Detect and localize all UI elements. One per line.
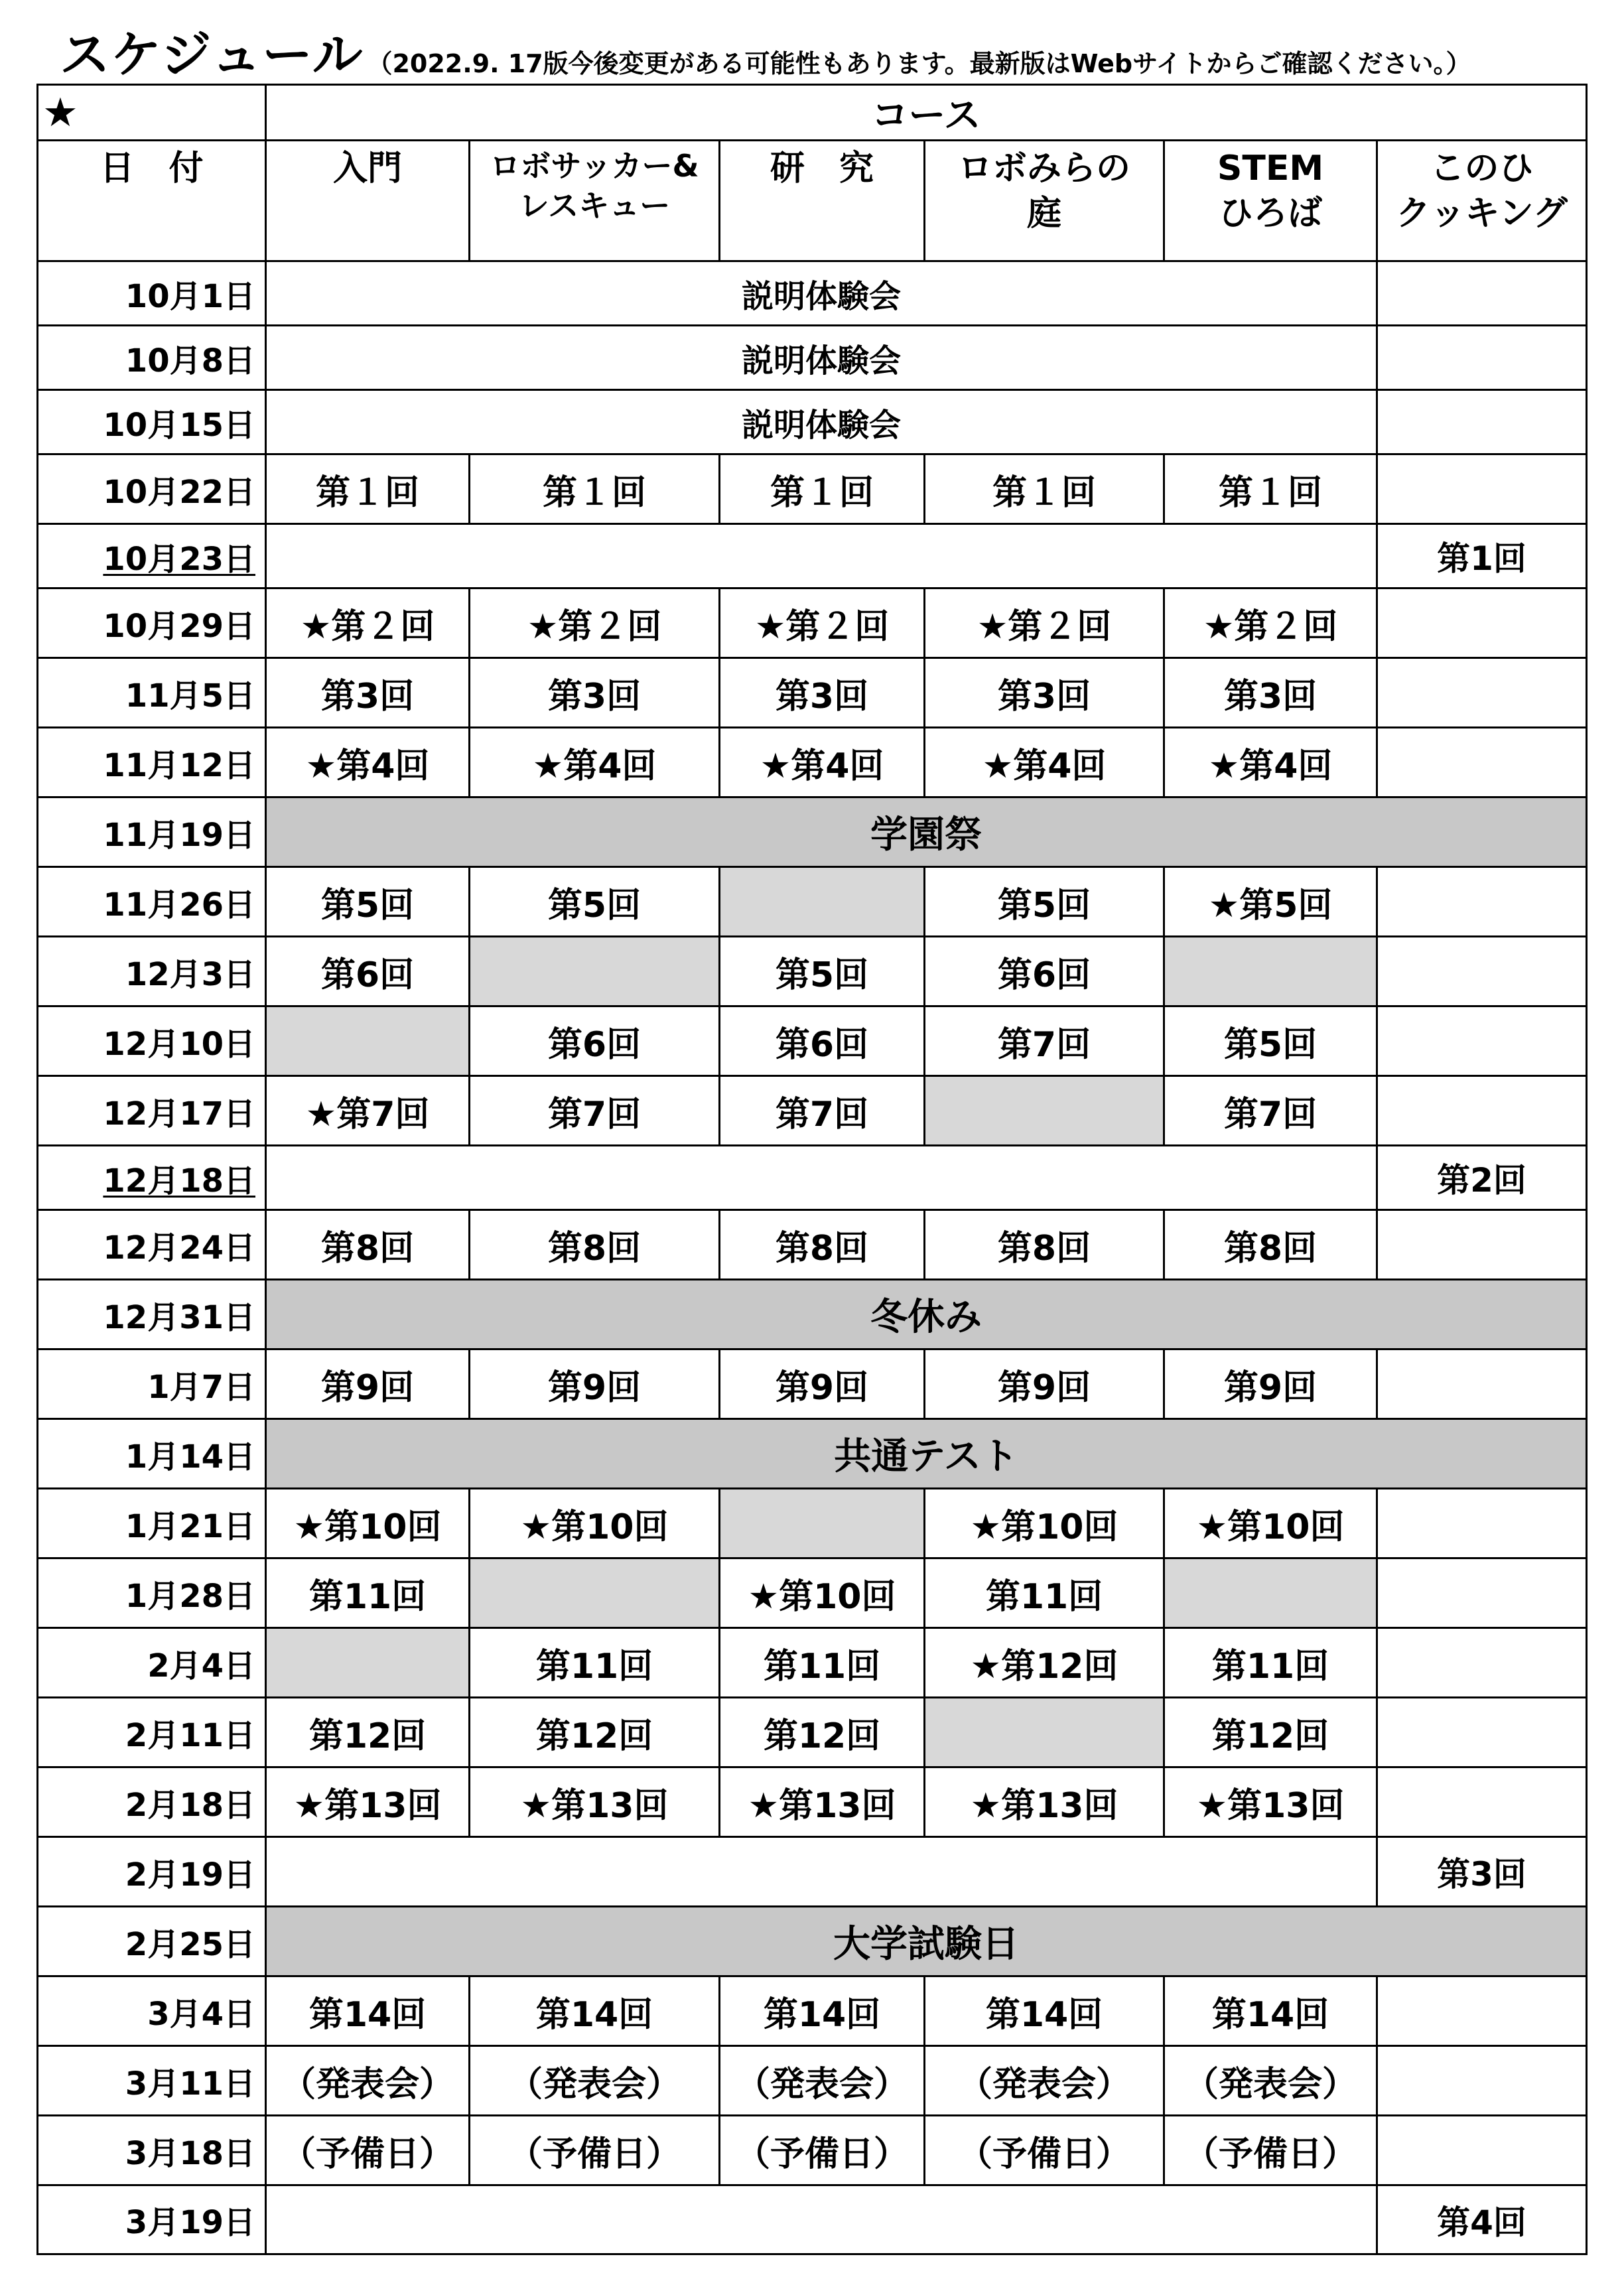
event-cell: 説明体験会	[266, 390, 1377, 454]
column-header-cooking: このひ クッキング	[1377, 141, 1587, 261]
date-cell: 3月18日	[38, 2116, 266, 2185]
session-cell: ★第10回	[470, 1489, 720, 1558]
session-cell: 第１回	[925, 454, 1164, 524]
session-cell: 第14回	[1164, 1976, 1377, 2046]
session-cell: （予備日）	[925, 2116, 1164, 2185]
date-cell: 11月19日	[38, 797, 266, 867]
schedule-row	[38, 1558, 1587, 1628]
session-cell: （予備日）	[470, 2116, 720, 2185]
date-cell: 11月26日	[38, 867, 266, 937]
session-cell: ★第13回	[1164, 1767, 1377, 1837]
session-cell: ★第２回	[720, 588, 925, 658]
course-header: コース	[266, 85, 1587, 141]
session-cell: ★第10回	[925, 1489, 1164, 1558]
date-cell: 3月19日	[38, 2185, 266, 2254]
schedule-table	[36, 84, 1588, 2255]
schedule-row	[38, 1076, 1587, 1146]
blank-span-cell	[266, 1837, 1377, 1907]
session-cell: 第5回	[925, 867, 1164, 937]
session-cell: ★第4回	[720, 728, 925, 797]
cooking-cell	[1377, 326, 1587, 390]
session-cell: ★第10回	[266, 1489, 470, 1558]
session-cell: 第9回	[266, 1349, 470, 1419]
header-row-columns	[38, 141, 1587, 261]
column-header-robomirai: ロボみらの 庭	[925, 141, 1164, 261]
schedule-row	[38, 1419, 1587, 1489]
schedule-row	[38, 867, 1587, 937]
cooking-cell	[1377, 1558, 1587, 1628]
schedule-row	[38, 2046, 1587, 2116]
cooking-cell	[1377, 1628, 1587, 1698]
session-cell: 第１回	[470, 454, 720, 524]
header-row-top	[38, 85, 1587, 141]
date-cell: 2月19日	[38, 1837, 266, 1907]
blank-span-cell	[266, 2185, 1377, 2254]
session-cell: 第11回	[266, 1558, 470, 1628]
column-header-robosoccer: ロボサッカー& レスキュー	[470, 141, 720, 261]
date-cell: 3月4日	[38, 1976, 266, 2046]
session-cell: ★第２回	[266, 588, 470, 658]
cooking-cell	[1377, 1076, 1587, 1146]
schedule-row	[38, 1837, 1587, 1907]
session-cell: ★第２回	[925, 588, 1164, 658]
session-cell: ★第13回	[720, 1767, 925, 1837]
date-cell: 1月14日	[38, 1419, 266, 1489]
column-header-stem: STEM ひろば	[1164, 141, 1377, 261]
star-marker-icon: ★	[38, 85, 266, 141]
date-cell: 12月24日	[38, 1210, 266, 1280]
session-cell: 第１回	[1164, 454, 1377, 524]
schedule-row	[38, 1006, 1587, 1076]
session-cell: 第１回	[266, 454, 470, 524]
session-cell: ★第12回	[925, 1628, 1164, 1698]
session-cell: ★第7回	[266, 1076, 470, 1146]
date-cell: 10月23日	[38, 524, 266, 588]
date-cell: 3月11日	[38, 2046, 266, 2116]
session-cell: 第8回	[720, 1210, 925, 1280]
no-class-cell	[470, 937, 720, 1006]
date-cell: 12月10日	[38, 1006, 266, 1076]
no-class-cell	[720, 867, 925, 937]
session-cell: （発表会）	[266, 2046, 470, 2116]
no-class-cell	[1164, 1558, 1377, 1628]
cooking-cell	[1377, 937, 1587, 1006]
date-cell: 2月11日	[38, 1698, 266, 1767]
session-cell: 第１回	[720, 454, 925, 524]
session-cell: 第8回	[266, 1210, 470, 1280]
session-cell: 第6回	[266, 937, 470, 1006]
event-cell: 説明体験会	[266, 261, 1377, 326]
cooking-cell	[1377, 728, 1587, 797]
session-cell: 第3回	[925, 658, 1164, 728]
session-cell: 第12回	[1164, 1698, 1377, 1767]
session-cell: 第8回	[1164, 1210, 1377, 1280]
date-cell: 10月15日	[38, 390, 266, 454]
schedule-row	[38, 1628, 1587, 1698]
cooking-cell	[1377, 867, 1587, 937]
session-cell: 第11回	[470, 1628, 720, 1698]
cooking-cell	[1377, 2046, 1587, 2116]
session-cell: 第9回	[925, 1349, 1164, 1419]
session-cell: 第14回	[720, 1976, 925, 2046]
session-cell: ★第4回	[470, 728, 720, 797]
session-cell: 第6回	[720, 1006, 925, 1076]
session-cell: 第3回	[266, 658, 470, 728]
session-cell: 第6回	[925, 937, 1164, 1006]
no-class-cell	[470, 1558, 720, 1628]
schedule-row	[38, 2185, 1587, 2254]
version-note: （2022.9. 17版今後変更がある可能性もあります。最新版はWebサイトからご確認ください。）	[367, 49, 1471, 78]
date-cell: 2月4日	[38, 1628, 266, 1698]
session-cell: 第7回	[470, 1076, 720, 1146]
session-cell: 第5回	[720, 937, 925, 1006]
session-cell: （発表会）	[925, 2046, 1164, 2116]
session-cell: 第8回	[470, 1210, 720, 1280]
schedule-row	[38, 1489, 1587, 1558]
cooking-cell	[1377, 658, 1587, 728]
blank-span-cell	[266, 524, 1377, 588]
event-cell: 説明体験会	[266, 326, 1377, 390]
cooking-cell	[1377, 1698, 1587, 1767]
session-cell: 第11回	[1164, 1628, 1377, 1698]
page-title: スケジュール	[60, 25, 364, 84]
schedule-row	[38, 1349, 1587, 1419]
session-cell: 第14回	[470, 1976, 720, 2046]
schedule-body	[38, 261, 1587, 2254]
date-cell: 1月28日	[38, 1558, 266, 1628]
session-cell: 第9回	[470, 1349, 720, 1419]
date-cell: 11月5日	[38, 658, 266, 728]
cooking-cell	[1377, 454, 1587, 524]
session-cell: ★第10回	[720, 1558, 925, 1628]
session-cell: ★第13回	[925, 1767, 1164, 1837]
cooking-cell: 第3回	[1377, 1837, 1587, 1907]
session-cell: ★第13回	[266, 1767, 470, 1837]
session-cell: 第12回	[266, 1698, 470, 1767]
session-cell: 第9回	[720, 1349, 925, 1419]
schedule-row	[38, 1767, 1587, 1837]
closed-day-cell: 大学試験日	[266, 1907, 1587, 1976]
cooking-cell	[1377, 1349, 1587, 1419]
no-class-cell	[266, 1006, 470, 1076]
session-cell: 第5回	[470, 867, 720, 937]
date-cell: 10月29日	[38, 588, 266, 658]
schedule-row	[38, 2116, 1587, 2185]
session-cell: 第5回	[266, 867, 470, 937]
session-cell: 第3回	[720, 658, 925, 728]
session-cell: ★第4回	[266, 728, 470, 797]
session-cell: （発表会）	[1164, 2046, 1377, 2116]
date-cell: 12月3日	[38, 937, 266, 1006]
schedule-row	[38, 1280, 1587, 1349]
cooking-cell	[1377, 1210, 1587, 1280]
column-header-intro: 入門	[266, 141, 470, 261]
cooking-cell	[1377, 261, 1587, 326]
schedule-row	[38, 658, 1587, 728]
session-cell: ★第5回	[1164, 867, 1377, 937]
date-cell: 1月21日	[38, 1489, 266, 1558]
session-cell: 第12回	[720, 1698, 925, 1767]
session-cell: （予備日）	[720, 2116, 925, 2185]
no-class-cell	[720, 1489, 925, 1558]
schedule-row	[38, 454, 1587, 524]
date-cell: 10月8日	[38, 326, 266, 390]
session-cell: 第9回	[1164, 1349, 1377, 1419]
cooking-cell	[1377, 1976, 1587, 2046]
session-cell: 第7回	[925, 1006, 1164, 1076]
cooking-cell	[1377, 1489, 1587, 1558]
schedule-row	[38, 390, 1587, 454]
blank-span-cell	[266, 1146, 1377, 1210]
schedule-row	[38, 797, 1587, 867]
column-header-research: 研 究	[720, 141, 925, 261]
date-cell: 10月22日	[38, 454, 266, 524]
session-cell: 第6回	[470, 1006, 720, 1076]
session-cell: ★第２回	[1164, 588, 1377, 658]
session-cell: （予備日）	[266, 2116, 470, 2185]
session-cell: ★第4回	[1164, 728, 1377, 797]
session-cell: ★第13回	[470, 1767, 720, 1837]
session-cell: 第3回	[1164, 658, 1377, 728]
cooking-cell: 第4回	[1377, 2185, 1587, 2254]
session-cell: 第14回	[925, 1976, 1164, 2046]
session-cell: （発表会）	[470, 2046, 720, 2116]
cooking-cell	[1377, 1006, 1587, 1076]
cooking-cell: 第2回	[1377, 1146, 1587, 1210]
closed-day-cell: 共通テスト	[266, 1419, 1587, 1489]
date-cell: 12月31日	[38, 1280, 266, 1349]
session-cell: （予備日）	[1164, 2116, 1377, 2185]
cooking-cell	[1377, 2116, 1587, 2185]
session-cell: 第5回	[1164, 1006, 1377, 1076]
no-class-cell	[266, 1628, 470, 1698]
cooking-cell	[1377, 1767, 1587, 1837]
no-class-cell	[1164, 937, 1377, 1006]
schedule-row	[38, 1146, 1587, 1210]
schedule-row	[38, 1976, 1587, 2046]
cooking-cell	[1377, 588, 1587, 658]
date-cell: 2月18日	[38, 1767, 266, 1837]
schedule-row	[38, 728, 1587, 797]
date-cell: 1月7日	[38, 1349, 266, 1419]
schedule-row	[38, 1698, 1587, 1767]
cooking-cell: 第1回	[1377, 524, 1587, 588]
session-cell: 第14回	[266, 1976, 470, 2046]
schedule-row	[38, 524, 1587, 588]
session-cell: ★第10回	[1164, 1489, 1377, 1558]
closed-day-cell: 学園祭	[266, 797, 1587, 867]
schedule-row	[38, 937, 1587, 1006]
title-area	[60, 15, 1599, 84]
no-class-cell	[925, 1076, 1164, 1146]
schedule-row	[38, 261, 1587, 326]
cooking-cell	[1377, 390, 1587, 454]
session-cell: 第7回	[1164, 1076, 1377, 1146]
date-column-header: 日 付	[38, 141, 266, 261]
date-cell: 11月12日	[38, 728, 266, 797]
schedule-row	[38, 1907, 1587, 1976]
date-cell: 2月25日	[38, 1907, 266, 1976]
no-class-cell	[925, 1698, 1164, 1767]
schedule-row	[38, 326, 1587, 390]
session-cell: ★第4回	[925, 728, 1164, 797]
session-cell: 第11回	[720, 1628, 925, 1698]
date-cell: 10月1日	[38, 261, 266, 326]
session-cell: 第12回	[470, 1698, 720, 1767]
session-cell: 第11回	[925, 1558, 1164, 1628]
session-cell: 第3回	[470, 658, 720, 728]
date-cell: 12月18日	[38, 1146, 266, 1210]
session-cell: 第8回	[925, 1210, 1164, 1280]
schedule-row	[38, 588, 1587, 658]
session-cell: （発表会）	[720, 2046, 925, 2116]
schedule-row	[38, 1210, 1587, 1280]
session-cell: ★第２回	[470, 588, 720, 658]
date-cell: 12月17日	[38, 1076, 266, 1146]
closed-day-cell: 冬休み	[266, 1280, 1587, 1349]
session-cell: 第7回	[720, 1076, 925, 1146]
